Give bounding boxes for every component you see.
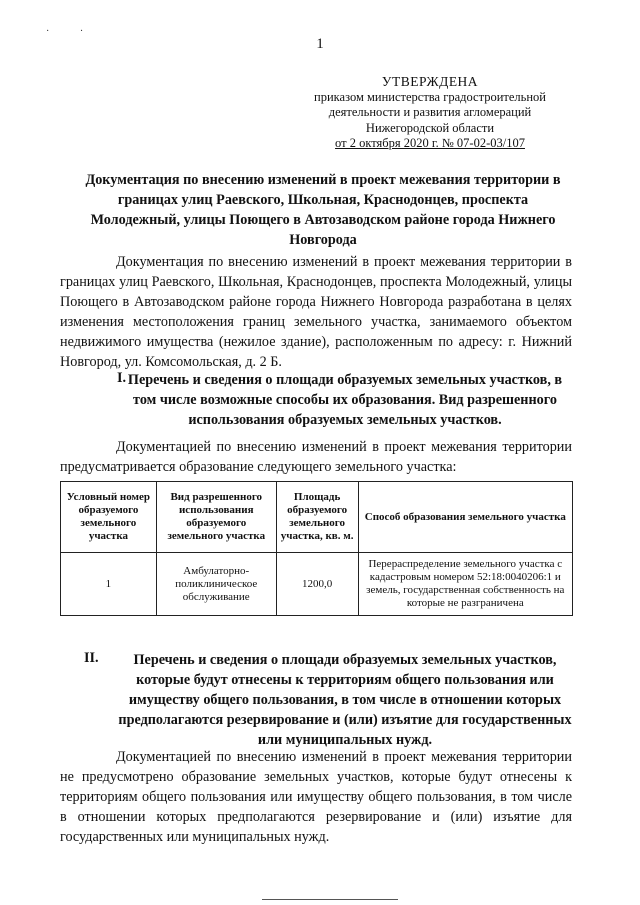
intro-paragraph: Документация по внесению изменений в проект межевания территории в границах улиц Раевского, Школьная, Краснодонцев, проспекта Молодежный, улицы Поющего в Автозаводском районе города Нижнего Новгорода разработана в целях изменения местоположения границ земельного участка, занимаемого объектом недвижимого имущества (нежилое здание), расположенным по адресу: г. Нижний Новгород, ул. Комсомольская, д. 2 Б. [60,254,572,370]
section-1-text: Документацией по внесению изменений в проект межевания территории предусматривается образование следующего земельного участка: [60,439,572,475]
cell-parcel-number: 1 [61,553,157,616]
approval-line-1: приказом министерства градостроительной [314,89,546,104]
cell-formation-method: Перераспределение земельного участка с кадастровым номером 52:18:0040206:1 и земель, государственная собственность на которые не разграничена [358,553,572,616]
approval-date: от 2 октября 2020 г. № 07-02-03/107 [335,136,525,150]
approval-line-3: Нижегородской области [365,120,495,135]
header-permitted-use: Вид разрешенного использования образуемого земельного участка [156,482,276,553]
header-formation-method: Способ образования земельного участка [358,482,572,553]
approval-line-2: деятельности и развития агломераций [328,105,532,119]
section-2-number: II. [84,650,99,666]
header-parcel-number: Условный номер образуемого земельного участка [61,482,157,553]
section-1-number: I. [117,370,127,386]
parcels-table [60,481,573,616]
approval-block [310,74,550,152]
header-area: Площадь образуемого земельного участка, кв. м. [276,482,358,553]
scan-specks: · · [46,26,98,37]
table-header-row [61,482,573,553]
footer-rule [262,899,398,900]
table-row [61,553,573,616]
section-1-heading: Перечень и сведения о площади образуемых земельных участков, в том числе возможные способы их образования. Вид разрешенного использования образуемых земельных участков. [127,372,563,428]
cell-permitted-use: Амбулаторно-поликлиническое обслуживание [156,553,276,616]
document-title: Документация по внесению изменений в проект межевания территории в границах улиц Раевского, Школьная, Краснодонцев, проспекта Молодежный, улицы Поющего в Автозаводском районе города Нижнего Новгорода [85,172,561,248]
page-number: 1 [316,36,324,52]
section-2-heading: Перечень и сведения о площади образуемых земельных участков, которые будут отнесены к территориям общего пользования или имуществу общего пользования, в том числе в отношении которых предполагаются резервирование и (или) изъятие для государственных или муниципальных нужд. [118,652,572,748]
cell-area: 1200,0 [276,553,358,616]
section-2-text: Документацией по внесению изменений в проект межевания территории не предусмотрено образование земельных участков, которые будут отнесены к территориям общего пользования или имуществу общего пользования, в том числе в отношении которых предполагаются резервирование и (или) изъятие для государственных или муниципальных нужд. [60,749,572,845]
approval-stamp: УТВЕРЖДЕНА [381,74,479,89]
